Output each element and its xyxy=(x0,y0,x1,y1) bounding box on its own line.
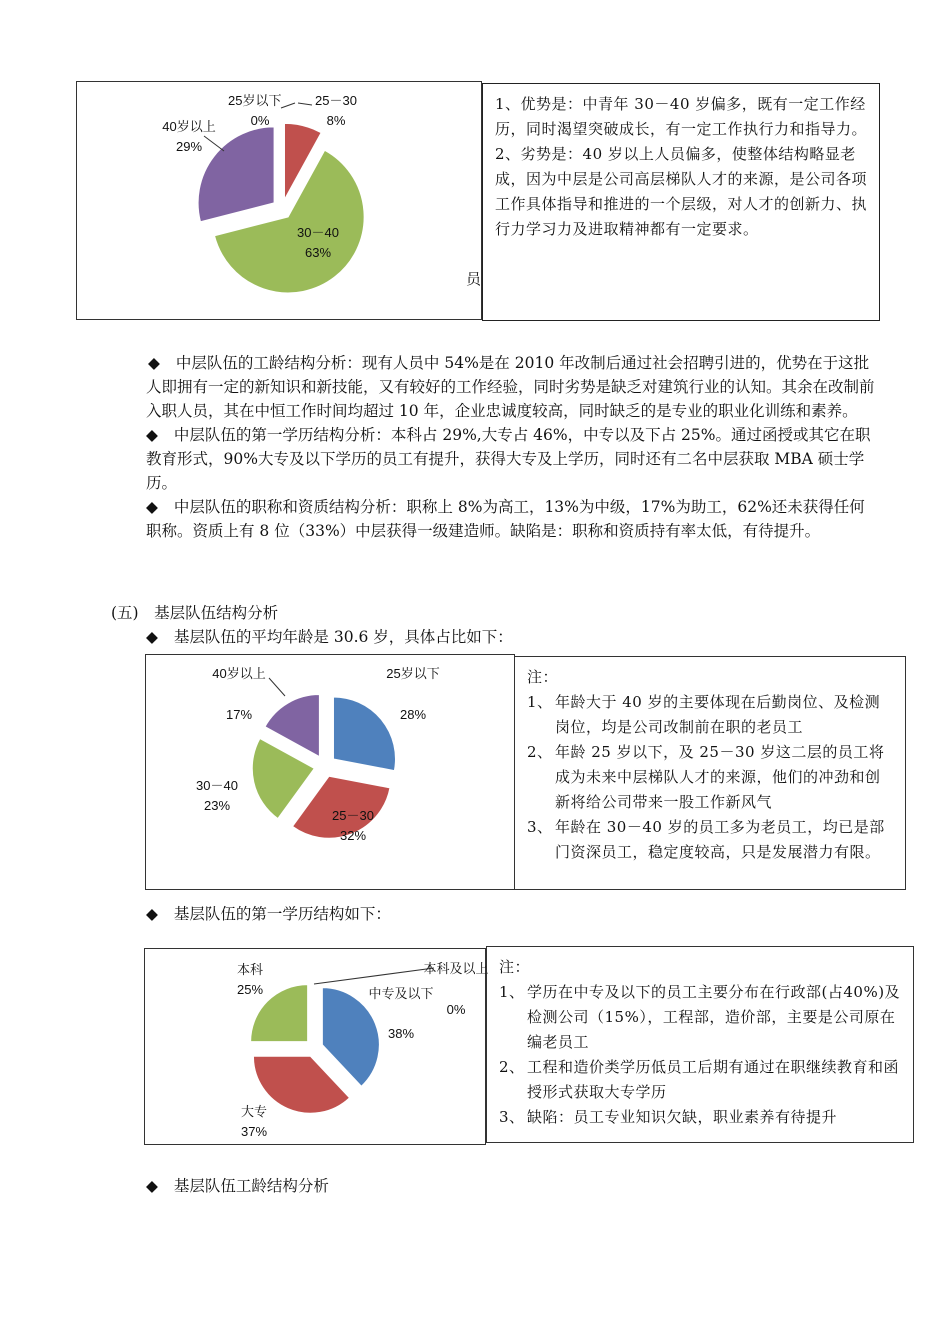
edu-notes-list xyxy=(499,980,903,1130)
chart1-leader-line xyxy=(298,103,312,105)
chart2-label-cat-2: 30－40 xyxy=(196,778,238,793)
chart2-slice-2 xyxy=(252,739,314,819)
chart1-label-val-1: 8% xyxy=(326,113,346,128)
age-note-num: 3、 xyxy=(527,818,553,836)
chart3-label-cat-2: 大专 xyxy=(240,1104,268,1119)
edu-note-text: 缺陷：员工专业知识欠缺，职业素养有待提升 xyxy=(527,1108,838,1126)
chart1-notes-box xyxy=(482,83,880,321)
edu-note-text: 学历在中专及以下的员工主要分布在行政部(占40%)及检测公司（15%），工程部，造价部，主要是公司原在编老员工 xyxy=(527,983,901,1051)
chart3-pie xyxy=(144,948,489,1145)
chart2-label-val-2: 23% xyxy=(203,798,231,813)
mid-bullet-tenure: ◆ 中层队伍的工龄结构分析：现有人员中 54%是在 2010 年改制后通过社会招聘引进的，优势在于这批人即拥有一定的新知识和新技能，又有较好的工作经验，同时劣势是缺乏对建筑行业的认知。其余在改制前入职人员，其在中恒工作时间均超过 10 年，企业忠诚度较高，同时缺乏的是专业的职业化训练和素养。 xyxy=(146,351,880,423)
chart2-label-cat-3: 40岁以上 xyxy=(212,666,266,681)
age-notes-box xyxy=(514,656,906,890)
stray-char: 员 xyxy=(466,270,482,288)
mid-bullet-education: ◆ 中层队伍的第一学历结构分析：本科占 29%,大专占 46%，中专以及下占 25%。通过函授或其它在职教育形式，90%大专及以下学历的员工有提升，获得大专及上学历，同时还有二名中层获取 MBA 硕士学历。 xyxy=(146,423,880,495)
age-notes-list xyxy=(527,690,895,865)
edu-note-num: 2、 xyxy=(499,1058,525,1076)
chart3-label-cat-3: 本科 xyxy=(236,962,264,977)
chart1-leader-line xyxy=(204,136,224,151)
chart1-label-cat-0: 25岁以下 xyxy=(228,93,282,108)
age-note-text: 年龄 25 岁以下，及 25－30 岁这二层的员工将成为未来中层梯队人才的来源，他们的冲劲和创新将给公司带来一股工作新风气 xyxy=(555,743,885,811)
edu-note-num: 3、 xyxy=(499,1108,525,1126)
mid-bullet-title-qualification: ◆ 中层队伍的职称和资质结构分析：职称上 8%为高工，13%为中级，17%为助工，62%还未获得任何职称。资质上有 8 位（33%）中层获得一级建造师。缺陷是：职称和资质持有率太低，有待提升。 xyxy=(146,495,880,543)
chart2-pie xyxy=(145,654,515,890)
chart3-label-cat-0: 本科及以上 xyxy=(423,961,489,976)
age-note-text: 年龄大于 40 岁的主要体现在后勤岗位、及检测岗位，均是公司改制前在职的老员工 xyxy=(555,693,881,736)
age-note-item xyxy=(527,690,895,740)
chart1-leader-line xyxy=(281,103,295,108)
age-note-text: 年龄在 30－40 岁的员工多为老员工，均已是部门资深员工，稳定度较高，只是发展潜力有限。 xyxy=(555,818,885,861)
chart3-label-val-3: 25% xyxy=(236,982,264,997)
chart1-note-2: 2、劣势是：40 岁以上人员偏多，使整体结构略显老成，因为中层是公司高层梯队人才的来源，是公司各项工作具体指导和推进的一个层级，对人才的创新力、执行力学习力及进取精神都有一定要求。 xyxy=(495,145,868,238)
age-note-num: 2、 xyxy=(527,743,553,761)
age-note-num: 1、 xyxy=(527,693,553,711)
mid-paragraphs xyxy=(146,351,880,543)
edu-note-item xyxy=(499,1055,903,1105)
edu-notes-title: 注： xyxy=(499,958,531,976)
age-note-item xyxy=(527,740,895,815)
chart2-slice-0 xyxy=(333,697,395,771)
chart2-label-cat-1: 25－30 xyxy=(332,808,374,823)
chart3-label-val-0: 0% xyxy=(446,1002,466,1017)
chart3-leader-line xyxy=(314,968,434,984)
edu-note-num: 1、 xyxy=(499,983,525,1001)
age-note-item xyxy=(527,815,895,865)
chart3-label-val-1: 38% xyxy=(387,1026,415,1041)
edu-note-item xyxy=(499,1105,903,1130)
chart1-label-cat-1: 25－30 xyxy=(315,93,357,108)
bullet-base-age: ◆ 基层队伍的平均年龄是 30.6 岁，具体占比如下： xyxy=(146,625,513,649)
chart1-label-cat-3: 40岁以上 xyxy=(162,119,216,134)
chart1-label-val-3: 29% xyxy=(175,139,203,154)
chart3-label-val-2: 37% xyxy=(240,1124,268,1139)
bullet-base-education: ◆ 基层队伍的第一学历结构如下： xyxy=(146,902,391,926)
chart1-slice-3 xyxy=(198,127,274,222)
chart3-label-cat-1: 中专及以下 xyxy=(368,986,434,1001)
chart1-label-val-2: 63% xyxy=(304,245,332,260)
bullet-base-tenure: ◆ 基层队伍工龄结构分析 xyxy=(146,1174,329,1198)
chart2-label-val-1: 32% xyxy=(339,828,367,843)
chart1-note-1: 1、优势是：中青年 30－40 岁偏多，既有一定工作经历，同时渴望突破成长，有一定工作执行力和指导力。 xyxy=(495,95,868,138)
edu-note-text: 工程和造价类学历低员工后期有通过在职继续教育和函授形式获取大专学历 xyxy=(527,1058,900,1101)
edu-note-item xyxy=(499,980,903,1055)
chart3-slice-1 xyxy=(322,988,379,1087)
edu-notes-box xyxy=(486,946,914,1143)
section-5-heading: (五) 基层队伍结构分析 xyxy=(111,604,279,622)
chart2-leader-line xyxy=(269,678,285,696)
chart1-label-val-0: 0% xyxy=(250,113,270,128)
chart2-label-cat-0: 25岁以下 xyxy=(386,666,440,681)
chart2-label-val-0: 28% xyxy=(399,707,427,722)
chart2-label-val-3: 17% xyxy=(225,707,253,722)
chart3-slice-2 xyxy=(253,1056,349,1113)
age-notes-title: 注： xyxy=(527,668,559,686)
chart1-label-cat-2: 30－40 xyxy=(297,225,339,240)
chart1-pie xyxy=(76,81,482,320)
